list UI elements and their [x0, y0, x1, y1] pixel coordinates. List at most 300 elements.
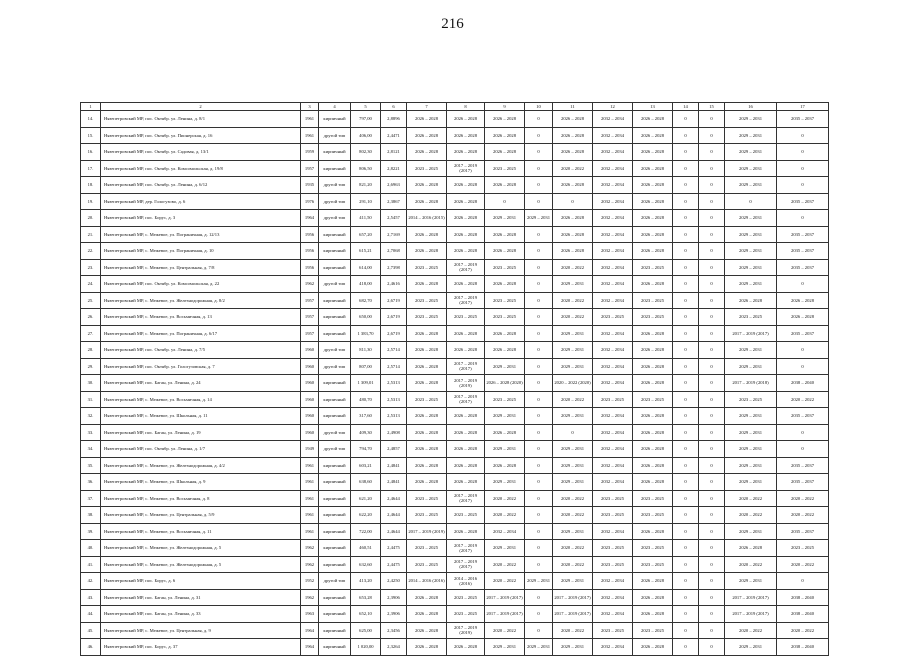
address-cell: Нязепетровский МР, с. Межевое, ул. Восьмичная, д. 11	[101, 523, 301, 540]
table-cell: 0	[777, 424, 829, 441]
table-cell: 1956	[301, 243, 319, 260]
table-cell: 2026 – 2028	[553, 144, 593, 161]
table-row	[81, 325, 829, 342]
table-cell: 2,5313	[381, 391, 407, 408]
table-cell: 0	[525, 622, 553, 639]
table-cell: 2017 – 2019 (2017)	[447, 292, 485, 309]
address-cell: Нязепетровский МР, с. Межевое, ул. Пограничная, д. 10	[101, 243, 301, 260]
table-cell: 2035 – 2037	[777, 408, 829, 425]
table-cell: 614,00	[351, 259, 381, 276]
table-cell: 2023 – 2025	[633, 540, 673, 557]
address-cell: Нязепетровский МР, с. Межевое, ул. Школьная, д. 9	[101, 474, 301, 491]
table-cell: 1956	[301, 259, 319, 276]
table-cell: 2032 – 2034	[485, 523, 525, 540]
address-cell: Нязепетровский МР, пос. Октябр. ул. Комсомольская, д. 22	[101, 276, 301, 293]
table-cell: другой тип	[319, 210, 351, 227]
address-cell: Нязепетровский МР, пос. Октябр. ул. Гологузовская, д. 7	[101, 358, 301, 375]
table-cell: 2032 – 2034	[593, 424, 633, 441]
table-cell: 43.	[81, 589, 101, 606]
table-cell: 2026 – 2028	[633, 144, 673, 161]
table-cell: 2026 – 2028	[633, 177, 673, 194]
table-cell: 0	[525, 606, 553, 623]
table-cell: 1964	[301, 639, 319, 656]
table-cell: 0	[525, 127, 553, 144]
table-cell: 2,4644	[381, 507, 407, 524]
table-cell: 2,8896	[381, 111, 407, 128]
table-cell: 1960	[301, 408, 319, 425]
table-cell: 480,70	[351, 391, 381, 408]
table-cell: 0	[725, 193, 777, 210]
table-cell: 2026 – 2028	[633, 375, 673, 392]
table-cell: 2023 – 2025	[447, 606, 485, 623]
address-cell: Нязепетровский МР, пос. Октябр. ул. Ленина, д. 6/12	[101, 177, 301, 194]
table-cell: 44.	[81, 606, 101, 623]
table-cell: 42.	[81, 573, 101, 590]
table-cell: 0	[699, 556, 725, 573]
table-cell: 2029 – 2031	[553, 441, 593, 458]
table-cell: 794,70	[351, 441, 381, 458]
table-cell: 0	[525, 408, 553, 425]
table-row	[81, 144, 829, 161]
column-header: 2	[101, 103, 301, 111]
table-cell: 615,21	[351, 243, 381, 260]
table-cell: 603,21	[351, 457, 381, 474]
table-cell: 2029 – 2031	[553, 358, 593, 375]
table-cell: 0	[673, 441, 699, 458]
address-cell: Нязепетровский МР, с. Межевое, ул. Железнодорожная, д. 8/2	[101, 292, 301, 309]
table-cell: 2017 – 2019 (2017)	[447, 490, 485, 507]
table-cell: 2023 – 2025	[593, 622, 633, 639]
table-cell: 2026 – 2028	[633, 160, 673, 177]
address-cell: Нязепетровский МР, пос. Октябр. ул. Ленина, д. 7/5	[101, 342, 301, 359]
table-cell: кирпичный	[319, 375, 351, 392]
table-cell: 2035 – 2037	[777, 325, 829, 342]
address-cell: Нязепетровский МР, пос. Октябр. ул. Комсомольская, д. 19/8	[101, 160, 301, 177]
table-cell: 2026 – 2028	[407, 408, 447, 425]
address-cell: Нязепетровский МР, дер. Гологузово, д. 6	[101, 193, 301, 210]
table-cell: 2032 – 2034	[593, 408, 633, 425]
table-row	[81, 226, 829, 243]
table-cell: 0	[525, 358, 553, 375]
table-cell: 2026 – 2028	[485, 325, 525, 342]
table-cell: 2026 – 2028	[633, 226, 673, 243]
table-cell: кирпичный	[319, 408, 351, 425]
table-cell: 0	[673, 391, 699, 408]
address-cell: Нязепетровский МР, с. Межевое, ул. Восьмичная, д. 14	[101, 391, 301, 408]
table-cell: 0	[673, 523, 699, 540]
table-cell: 2032 – 2034	[593, 292, 633, 309]
table-cell: 1949	[301, 441, 319, 458]
table-cell: 2020 – 2022	[777, 622, 829, 639]
table-cell: 31.	[81, 391, 101, 408]
address-cell: Нязепетровский МР, с. Межевое, ул. Пограничная, д. 6/17	[101, 325, 301, 342]
table-row	[81, 589, 829, 606]
table-cell: 2029 – 2031	[553, 342, 593, 359]
table-cell: 37.	[81, 490, 101, 507]
table-cell: 2026 – 2028	[447, 127, 485, 144]
table-cell: 1964	[301, 622, 319, 639]
table-cell: 2026 – 2028	[633, 457, 673, 474]
table-cell: 29.	[81, 358, 101, 375]
table-cell: 2026 – 2028	[633, 325, 673, 342]
table-cell: 2026 – 2028	[553, 127, 593, 144]
table-cell: 2023 – 2025	[633, 507, 673, 524]
table-cell: 2026 – 2028	[407, 441, 447, 458]
table-cell: 2026 – 2028	[407, 342, 447, 359]
table-cell: 2026 – 2028	[407, 457, 447, 474]
table-cell: 0	[777, 342, 829, 359]
table-row	[81, 457, 829, 474]
table-cell: 2023 – 2025	[407, 490, 447, 507]
table-cell: 657,20	[351, 226, 381, 243]
table-cell: 2,8221	[381, 160, 407, 177]
table-cell: 2026 – 2028	[447, 342, 485, 359]
table-cell: 33.	[81, 424, 101, 441]
table-cell: 2026 – 2028	[553, 111, 593, 128]
table-cell: 2029 – 2031	[725, 177, 777, 194]
table-cell: 0	[673, 160, 699, 177]
table-cell: 0	[525, 144, 553, 161]
table-cell: 2023 – 2025	[485, 309, 525, 326]
table-cell: 1 309,01	[351, 375, 381, 392]
table-cell: 17.	[81, 160, 101, 177]
table-cell: 0	[673, 573, 699, 590]
table-cell: кирпичный	[319, 391, 351, 408]
table-cell: 0	[525, 160, 553, 177]
address-cell: Нязепетровский МР, пос. Октябр. ул. Садовая, д. 13/1	[101, 144, 301, 161]
table-cell: 2023 – 2025	[485, 259, 525, 276]
table-cell: 35.	[81, 457, 101, 474]
table-cell: 45.	[81, 622, 101, 639]
table-cell: 0	[699, 589, 725, 606]
table-cell: 0	[525, 507, 553, 524]
table-cell: другой тип	[319, 358, 351, 375]
table-cell: 2032 – 2034	[593, 243, 633, 260]
table-cell: 0	[699, 226, 725, 243]
table-cell: другой тип	[319, 177, 351, 194]
table-cell: 0	[525, 424, 553, 441]
table-cell: 16.	[81, 144, 101, 161]
table-cell: 2029 – 2031	[553, 276, 593, 293]
table-row	[81, 606, 829, 623]
table-cell: 2026 – 2028	[407, 589, 447, 606]
column-header: 15	[699, 103, 725, 111]
table-cell: 23.	[81, 259, 101, 276]
table-row	[81, 408, 829, 425]
table-cell: другой тип	[319, 342, 351, 359]
table-cell: 2038 – 2040	[777, 589, 829, 606]
table-cell: 2023 – 2025	[485, 292, 525, 309]
table-cell: 2,4644	[381, 490, 407, 507]
table-cell: 2014 – 2016 (2015)	[407, 210, 447, 227]
table-cell: 2029 – 2031	[725, 474, 777, 491]
table-cell: 1962	[301, 589, 319, 606]
table-cell: 2035 – 2037	[777, 243, 829, 260]
table-cell: 2026 – 2028	[485, 457, 525, 474]
table-cell: 0	[673, 144, 699, 161]
table-row	[81, 474, 829, 491]
table-cell: 2020 – 2022	[553, 160, 593, 177]
table-cell: 2,6719	[381, 309, 407, 326]
table-cell: 2023 – 2025	[593, 556, 633, 573]
table-cell: 39.	[81, 523, 101, 540]
table-cell: 2035 – 2037	[777, 259, 829, 276]
table-cell: 2035 – 2037	[777, 474, 829, 491]
table-cell: 807,00	[351, 358, 381, 375]
table-cell: 2026 – 2028	[633, 408, 673, 425]
table-cell: 2026 – 2028	[633, 573, 673, 590]
table-cell: 2035 – 2037	[777, 226, 829, 243]
table-cell: 2032 – 2034	[593, 375, 633, 392]
table-cell: 2029 – 2031	[725, 408, 777, 425]
table-cell: 0	[777, 276, 829, 293]
table-row	[81, 424, 829, 441]
table-cell: 1959	[301, 144, 319, 161]
table-cell: кирпичный	[319, 325, 351, 342]
table-cell: 2026 – 2028	[633, 193, 673, 210]
table-cell: 2026 – 2028	[485, 424, 525, 441]
table-cell: 2026 – 2028	[407, 325, 447, 342]
table-cell: 2,4908	[381, 424, 407, 441]
table-cell: 0	[699, 342, 725, 359]
table-cell: 0	[699, 622, 725, 639]
table-cell: другой тип	[319, 193, 351, 210]
table-cell: 2020 – 2022	[485, 573, 525, 590]
table-cell: 2026 – 2028	[725, 292, 777, 309]
table-cell: кирпичный	[319, 259, 351, 276]
table-cell: 0	[673, 177, 699, 194]
table-cell: 2026 – 2028	[447, 243, 485, 260]
table-cell: 2029 – 2031	[485, 540, 525, 557]
table-cell: 2017 – 2019 (2017)	[485, 589, 525, 606]
table-cell: 2032 – 2034	[593, 342, 633, 359]
table-cell: 21.	[81, 226, 101, 243]
table-cell: 2017 – 2019 (2019)	[447, 375, 485, 392]
address-cell: Нязепетровский МР, с. Межевое, ул. Центральная, д. 5/9	[101, 507, 301, 524]
table-cell: кирпичный	[319, 556, 351, 573]
table-cell: другой тип	[319, 573, 351, 590]
table-cell: 638,60	[351, 474, 381, 491]
table-cell: 2026 – 2028	[633, 589, 673, 606]
table-row	[81, 243, 829, 260]
table-cell: 2032 – 2034	[593, 523, 633, 540]
table-cell: другой тип	[319, 441, 351, 458]
table-cell: 2,4475	[381, 556, 407, 573]
table-cell: 2026 – 2028	[447, 276, 485, 293]
table-cell: 0	[525, 457, 553, 474]
column-header: 8	[447, 103, 485, 111]
table-cell: 621,20	[351, 490, 381, 507]
table-cell: кирпичный	[319, 226, 351, 243]
table-cell: 2,6719	[381, 292, 407, 309]
table-cell: 2020 – 2022	[553, 292, 593, 309]
table-cell: 1962	[301, 556, 319, 573]
table-row	[81, 375, 829, 392]
table-cell: 2026 – 2028	[447, 408, 485, 425]
table-cell: 2026 – 2028	[447, 193, 485, 210]
table-cell: 2026 – 2028	[407, 622, 447, 639]
address-cell: Нязепетровский МР, пос. Борус, д. 37	[101, 639, 301, 656]
table-cell: 2023 – 2025	[407, 259, 447, 276]
table-cell: 1961	[301, 523, 319, 540]
table-cell: 1960	[301, 358, 319, 375]
table-cell: 2026 – 2028	[447, 457, 485, 474]
table-cell: 2029 – 2031	[553, 523, 593, 540]
table-cell: 0	[699, 309, 725, 326]
table-cell: 2,7068	[381, 243, 407, 260]
table-cell: 2026 – 2028	[447, 226, 485, 243]
table-cell: 0	[699, 573, 725, 590]
table-row	[81, 309, 829, 326]
address-cell: Нязепетровский МР, с. Межевое, ул. Восьмичная, д. 8	[101, 490, 301, 507]
table-cell: 2023 – 2025	[485, 391, 525, 408]
table-cell: 2029 – 2031	[485, 408, 525, 425]
table-cell: 0	[525, 342, 553, 359]
table-cell: 2029 – 2031	[725, 127, 777, 144]
table-cell: кирпичный	[319, 639, 351, 656]
table-cell: 2023 – 2025	[485, 160, 525, 177]
table-row	[81, 523, 829, 540]
table-cell: 0	[699, 606, 725, 623]
table-cell: 2020 – 2022	[777, 556, 829, 573]
table-cell: 0	[673, 127, 699, 144]
table-cell: 0	[699, 490, 725, 507]
table-cell: 625,00	[351, 622, 381, 639]
table-cell: 1935	[301, 177, 319, 194]
table-cell: 2038 – 2040	[777, 375, 829, 392]
table-cell: 2026 – 2028	[633, 276, 673, 293]
column-header: 11	[553, 103, 593, 111]
table-cell: 0	[699, 325, 725, 342]
table-cell: кирпичный	[319, 507, 351, 524]
address-cell: Нязепетровский МР, с. Межевое, ул. Восьмичная, д. 13	[101, 309, 301, 326]
table-cell: 0	[699, 177, 725, 194]
table-cell: 0	[525, 441, 553, 458]
table-cell: 0	[699, 127, 725, 144]
table-cell: 2023 – 2025	[593, 309, 633, 326]
table-cell: 0	[525, 193, 553, 210]
table-cell: 2023 – 2025	[633, 622, 673, 639]
table-row	[81, 127, 829, 144]
table-cell: 2023 – 2025	[407, 292, 447, 309]
table-row	[81, 490, 829, 507]
table-cell: 2026 – 2028	[633, 358, 673, 375]
table-cell: 2,4616	[381, 276, 407, 293]
table-cell: 2026 – 2028	[633, 210, 673, 227]
table-cell: 0	[673, 276, 699, 293]
table-cell: 0	[525, 325, 553, 342]
table-cell: 0	[525, 375, 553, 392]
table-cell: 2026 – 2028	[485, 276, 525, 293]
table-cell: 2020 – 2022	[725, 622, 777, 639]
table-body	[81, 111, 829, 656]
table-cell: 2014 – 2016 (2016)	[447, 573, 485, 590]
table-cell: 0	[699, 358, 725, 375]
table-cell: кирпичный	[319, 523, 351, 540]
table-cell: 0	[699, 474, 725, 491]
table-cell: 2026 – 2028	[407, 243, 447, 260]
table-cell: 2029 – 2031	[485, 441, 525, 458]
table-cell: 2017 – 2019 (2017)	[725, 325, 777, 342]
table-cell: 2023 – 2025	[407, 556, 447, 573]
table-row	[81, 507, 829, 524]
table-cell: 317,60	[351, 408, 381, 425]
table-cell: 2,5714	[381, 358, 407, 375]
table-cell: 0	[673, 556, 699, 573]
table-cell: 2026 – 2028	[633, 639, 673, 656]
table-cell: 28.	[81, 342, 101, 359]
table-cell: 2029 – 2031	[485, 639, 525, 656]
table-cell: 0	[525, 540, 553, 557]
table-cell: 14.	[81, 111, 101, 128]
table-cell: 22.	[81, 243, 101, 260]
table-cell: 0	[673, 259, 699, 276]
table-cell: 0	[673, 408, 699, 425]
table-cell: 2026 – 2028	[633, 111, 673, 128]
table-cell: 2,5313	[381, 408, 407, 425]
table-cell: 2017 – 2019 (2019)	[447, 622, 485, 639]
table-cell: 0	[777, 177, 829, 194]
table-cell: 1961	[301, 457, 319, 474]
table-cell: 2032 – 2034	[593, 193, 633, 210]
table-cell: 2,5457	[381, 210, 407, 227]
table-cell: 460,51	[351, 540, 381, 557]
table-cell: кирпичный	[319, 243, 351, 260]
table-cell: 2032 – 2034	[593, 210, 633, 227]
table-cell: 2,6719	[381, 325, 407, 342]
table-cell: 2029 – 2031	[725, 639, 777, 656]
address-cell: Нязепетровский МР, пос. Баган, ул. Ленина, д. 24	[101, 375, 301, 392]
table-cell: 2,5714	[381, 342, 407, 359]
table-cell: 2032 – 2034	[593, 474, 633, 491]
table-cell: 2017 – 2019 (2017)	[447, 160, 485, 177]
table-cell: 2029 – 2031	[725, 523, 777, 540]
table-row	[81, 639, 829, 656]
table-cell: 0	[673, 639, 699, 656]
table-cell: 0	[699, 507, 725, 524]
table-cell: 2017 – 2019 (2017)	[447, 259, 485, 276]
table-cell: 2032 – 2034	[593, 127, 633, 144]
page-number: 216	[441, 16, 464, 32]
table-cell: кирпичный	[319, 160, 351, 177]
table-cell: 2,3867	[381, 193, 407, 210]
schedule-table	[80, 102, 829, 656]
column-header: 10	[525, 103, 553, 111]
table-cell: 24.	[81, 276, 101, 293]
table-cell: 1960	[301, 342, 319, 359]
table-cell: 632,60	[351, 556, 381, 573]
table-row	[81, 292, 829, 309]
table-cell: 2020 – 2022	[777, 391, 829, 408]
schedule-table-wrapper	[80, 102, 828, 656]
table-cell: 0	[777, 573, 829, 590]
table-cell: 0	[777, 144, 829, 161]
table-cell: 652,10	[351, 606, 381, 623]
table-cell: 2026 – 2028	[633, 441, 673, 458]
table-cell: 0	[673, 490, 699, 507]
table-cell: 2032 – 2034	[593, 325, 633, 342]
table-cell: 2020 – 2022	[553, 391, 593, 408]
table-cell: 0	[673, 243, 699, 260]
table-cell: 811,30	[351, 342, 381, 359]
table-cell: 2026 – 2028	[407, 639, 447, 656]
table-cell: кирпичный	[319, 144, 351, 161]
table-cell: 0	[673, 210, 699, 227]
table-cell: 0	[699, 111, 725, 128]
table-cell: кирпичный	[319, 622, 351, 639]
table-cell: 2026 – 2028	[485, 177, 525, 194]
table-cell: 2029 – 2031	[725, 573, 777, 590]
